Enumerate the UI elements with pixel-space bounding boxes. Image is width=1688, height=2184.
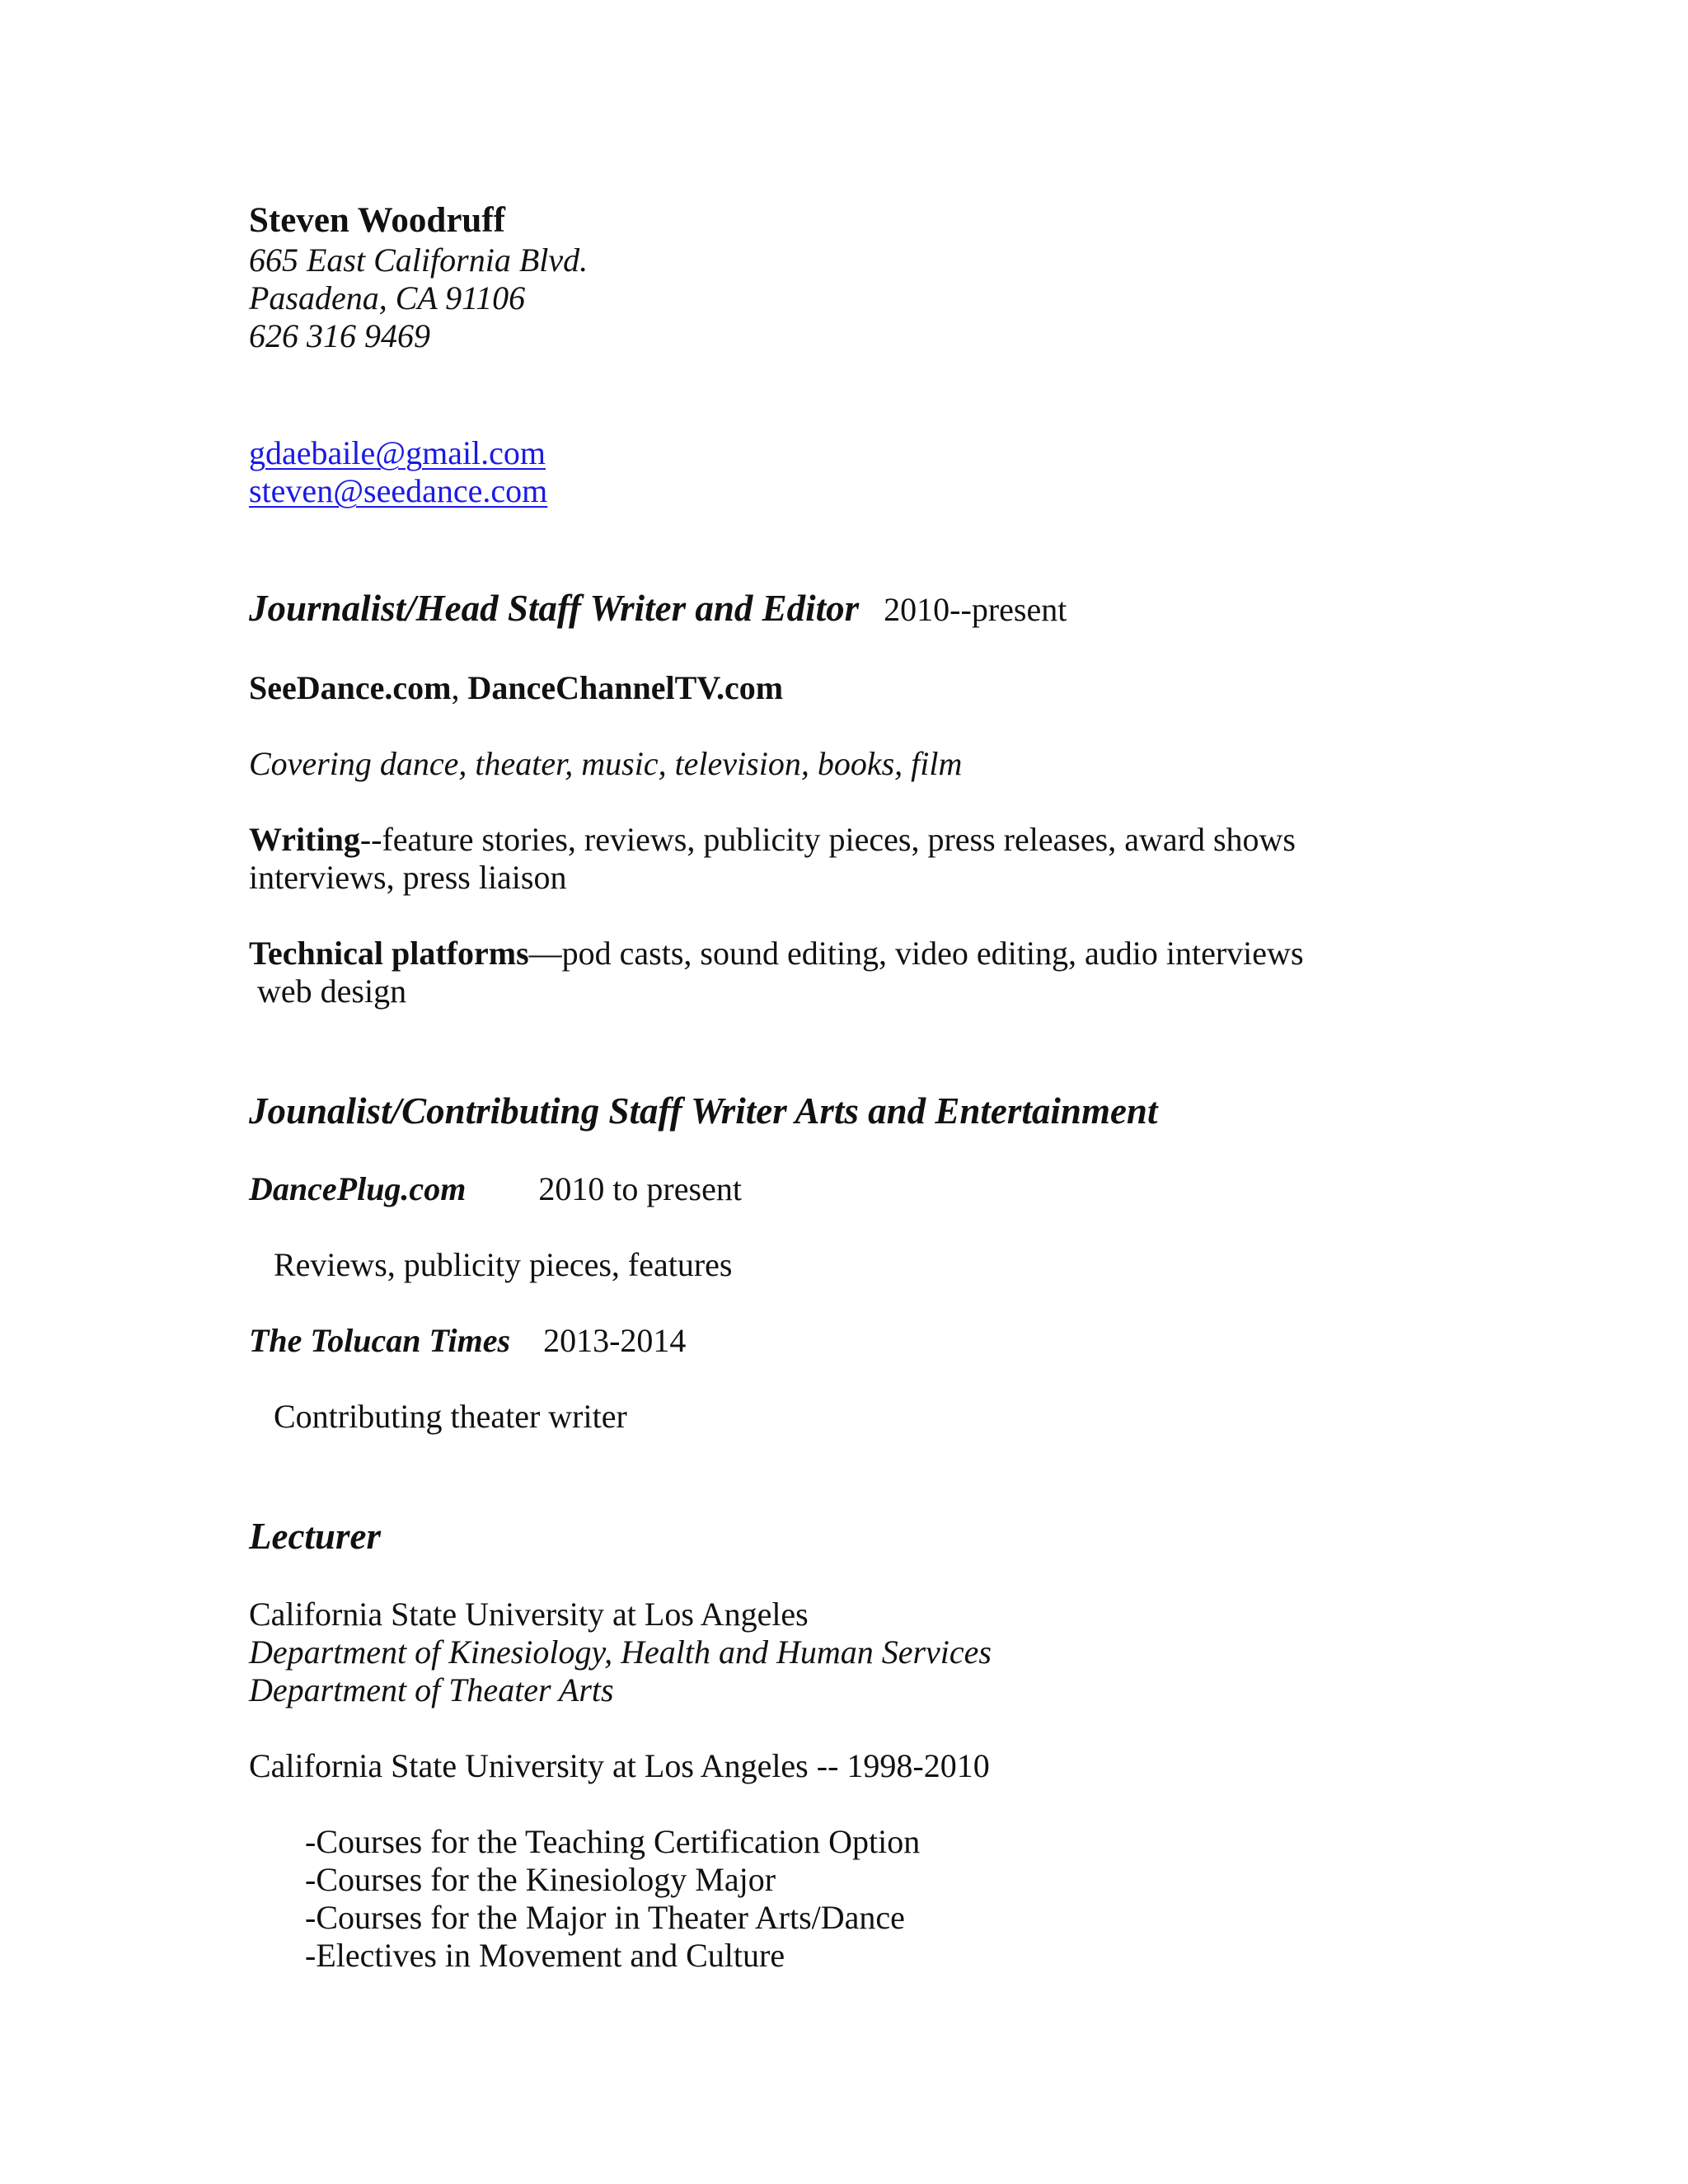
course-list <box>305 1823 920 1975</box>
job1-writing <box>249 821 1296 897</box>
job1-sites <box>249 669 783 707</box>
pub1-dates: 2010 to present <box>538 1170 742 1207</box>
email-link-gmail[interactable]: gdaebaile@gmail.com <box>249 434 546 471</box>
tech-label: Technical platforms <box>249 935 529 972</box>
job3-title: Lecturer <box>249 1516 381 1557</box>
pub2-dates: 2013-2014 <box>543 1322 687 1359</box>
pub1-name: DancePlug.com <box>249 1170 467 1207</box>
lecturer-institution-block <box>249 1596 992 1709</box>
tech-text-cont: web design <box>249 972 407 1010</box>
tech-text: —pod casts, sound editing, video editing, audio interviews <box>528 935 1304 972</box>
email-link-seedance[interactable]: steven@seedance.com <box>249 472 548 509</box>
contact-block <box>249 200 588 355</box>
tenure-line: California State University at Los Angeles -- 1998-2010 <box>249 1747 990 1784</box>
list-item: -Courses for the Major in Theater Arts/Dance <box>305 1899 905 1936</box>
job1-title: Journalist/Head Staff Writer and Editor <box>249 588 860 629</box>
job2-title: Jounalist/Contributing Staff Writer Arts and Entertainment <box>249 1090 1158 1132</box>
site-separator: , <box>451 669 468 706</box>
list-item: -Courses for the Teaching Certification Option <box>305 1823 921 1860</box>
job1-dates: 2010--present <box>884 591 1067 628</box>
pub2-name: The Tolucan Times <box>249 1322 511 1359</box>
address-line-2: Pasadena, CA 91106 <box>249 279 526 316</box>
site-seedance: SeeDance.com <box>249 669 452 706</box>
writing-text-cont: interviews, press liaison <box>249 859 567 896</box>
person-name: Steven Woodruff <box>249 201 505 240</box>
writing-text: --feature stories, reviews, publicity pieces, press releases, award shows <box>359 821 1296 858</box>
list-item: -Courses for the Kinesiology Major <box>305 1861 776 1898</box>
pub2-line <box>249 1322 686 1360</box>
institution: California State University at Los Angeles <box>249 1596 809 1633</box>
email-block <box>249 434 547 510</box>
department-theater: Department of Theater Arts <box>249 1671 614 1708</box>
address-line-1: 665 East California Blvd. <box>249 241 588 279</box>
site-dancechanneltv: DanceChannelTV.com <box>467 669 784 706</box>
pub1-desc: Reviews, publicity pieces, features <box>274 1246 733 1283</box>
job1-technical <box>249 935 1304 1010</box>
phone-number: 626 316 9469 <box>249 317 430 354</box>
pub1-line <box>249 1170 742 1208</box>
pub2-desc: Contributing theater writer <box>274 1398 627 1435</box>
department-kinesiology: Department of Kinesiology, Health and Human Services <box>249 1633 992 1671</box>
job1-coverage: Covering dance, theater, music, television, books, film <box>249 745 963 782</box>
list-item: -Electives in Movement and Culture <box>305 1937 785 1974</box>
writing-label: Writing <box>249 821 360 858</box>
job1-heading <box>249 587 1067 631</box>
